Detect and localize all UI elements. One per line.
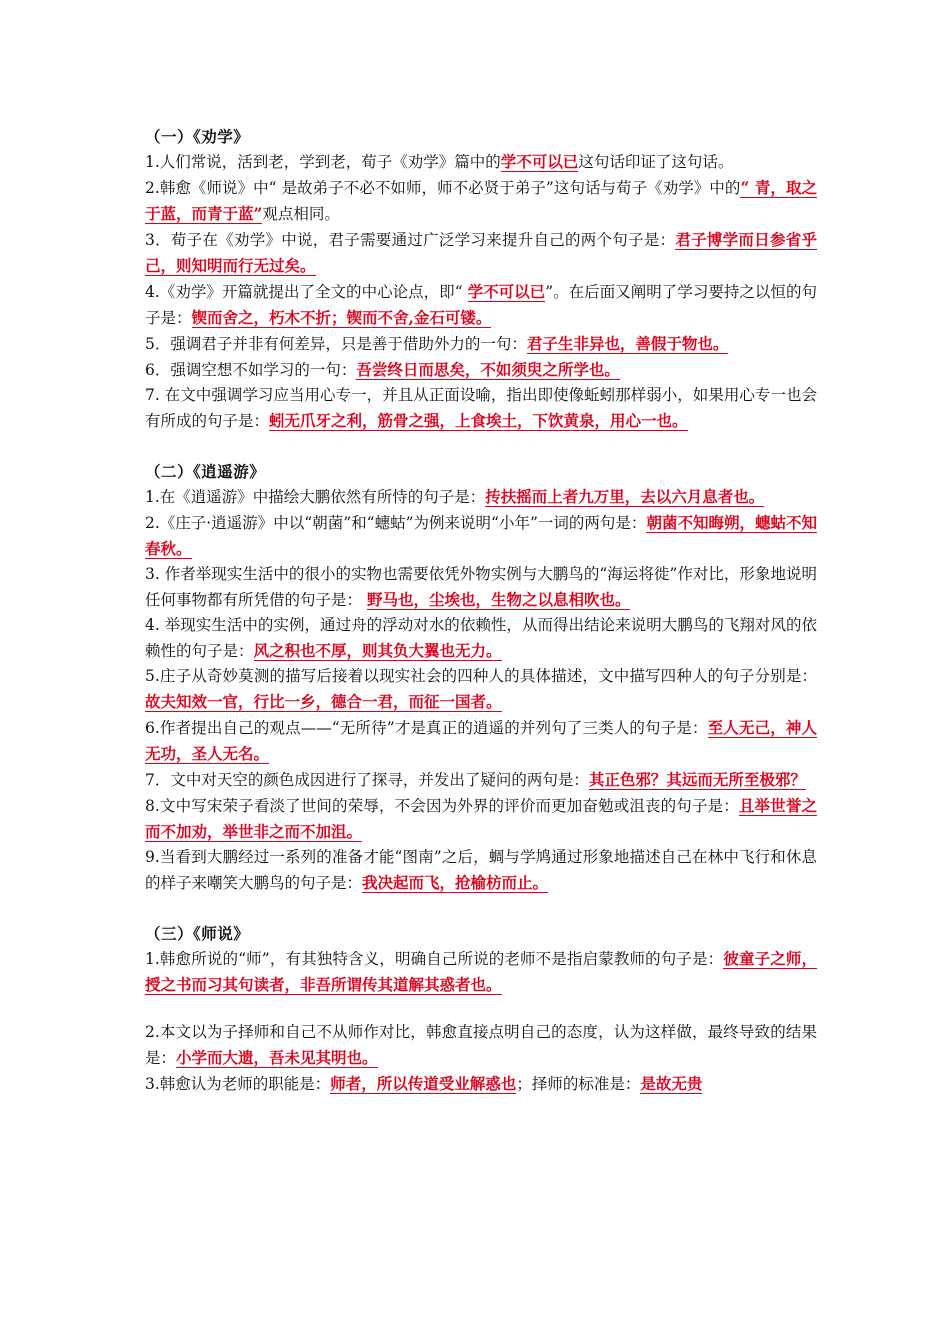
list-item (145, 279, 817, 331)
question-text: 3.韩愈认为老师的职能是： (145, 1075, 331, 1093)
section-xiaoyaoyou (145, 459, 817, 896)
section-heading: （二）《逍遥游》 (145, 462, 266, 481)
question-text: 5．强调君子并非有何差异，只是善于借助外力的一句： (145, 335, 527, 353)
list-item (145, 149, 817, 175)
answer-text: 野马也，尘埃也，生物之以息相吹也。 (366, 590, 631, 609)
answer-text: 小学而大遗，吾未见其明也。 (176, 1048, 378, 1067)
answer-text: 朝菌不知晦朔，蟪蛄不知春秋。 (145, 513, 817, 558)
question-text: 1.在《逍遥游》中描绘大鹏依然有所恃的句子是： (145, 488, 486, 506)
answer-text: 君子博学而日参省乎己，则知明而行无过矣。 (145, 230, 817, 275)
question-text: 3．荀子在《劝学》中说，君子需要通过广泛学习来提升自己的两个句子是： (145, 231, 676, 249)
question-text: 2.本文以为子择师和自己不从师作对比，韩愈直接点明自己的态度，认为这样做，最终导致的结果是： (145, 1023, 817, 1067)
question-text: 6.作者提出自己的观点——“无所待”才是真正的逍遥的并列句了三类人的句子是： (145, 719, 708, 737)
answer-text: 吾尝终日而思矣，不如须臾之所学也。 (356, 360, 620, 379)
question-text: 4.《劝学》开篇就提出了全文的中心论点，即“ (145, 283, 468, 301)
list-item (145, 383, 817, 434)
list-item (145, 484, 817, 510)
list-item (145, 767, 817, 793)
answer-text: 锲而舍之，朽木不折；锲而不舍,金石可镂。 (191, 308, 492, 327)
question-text: 7. 在文中强调学习应当用心专一，并且从正面设喻，指出即使像蚯蚓那样弱小，如果用心专一也会有所成的句子是： (145, 386, 818, 430)
blank-line (145, 998, 817, 1020)
answer-text: 且举世誉之而不加劝，举世非之而不加沮。 (145, 796, 817, 841)
answer-text: 师者，所以传道受业解惑也 (330, 1074, 517, 1093)
list-item (145, 1071, 817, 1097)
answer-text: 我决起而飞，抢榆枋而止。 (362, 873, 549, 892)
question-text: 1.韩愈所说的“师”，有其独特含义，明确自己所说的老师不是指启蒙教师的句子是： (145, 950, 724, 968)
answer-text: 学不可以已 (467, 282, 546, 301)
question-text: 6．强调空想不如学习的一句： (145, 361, 357, 379)
section-heading: （三）《师说》 (145, 924, 250, 943)
answer-text: 君子生非异也，善假于物也。 (526, 334, 729, 353)
list-item (145, 331, 817, 357)
answer-text: 蚓无爪牙之利，筋骨之强，上食埃土，下饮黄泉，用心一也。 (269, 411, 688, 430)
list-item (145, 715, 817, 767)
list-item (145, 357, 817, 383)
list-item (145, 664, 817, 715)
answer-text: 学不可以已 (500, 152, 579, 171)
answer-text: 是故无贵 (640, 1074, 703, 1093)
question-text: 2.韩愈《师说》中“ 是故弟子不必不如师，师不必贤于弟子”这句话与荀子《劝学》中的 (145, 179, 741, 197)
question-text: 5.庄子从奇妙莫测的描写后接着以现实社会的四种人的具体描述，文中描写四种人的句子分别是： (145, 667, 817, 685)
section-heading: （一）《劝学》 (145, 127, 250, 146)
answer-text: 至人无己，神人无功，圣人无名。 (145, 718, 817, 763)
list-item (145, 946, 817, 998)
question-tail: ；择师的标准是： (516, 1075, 641, 1093)
list-item (145, 1020, 817, 1071)
list-item (145, 613, 817, 664)
question-tail: 观点相同。 (262, 205, 340, 223)
answer-text: 故夫知效一官，行比一乡，德合一君，而征一国者。 (145, 692, 502, 711)
question-text: 2.《庄子·逍遥游》中以“朝菌”和“蟪蛄”为例来说明“小年”一词的两句是： (145, 514, 647, 532)
question-text: 1.人们常说，活到老，学到老，荀子《劝学》篇中的 (145, 153, 501, 171)
answer-text: “ 青，取之于蓝，而青于蓝” (145, 178, 817, 223)
section-shishuo (145, 921, 817, 1097)
question-text: 3. 作者举现实生活中的很小的实物也需要依凭外物实例与大鹏鸟的“海运将徙”作对比，形象地说明任何事物都有所凭借的句子是： (145, 565, 817, 609)
list-item (145, 175, 817, 227)
list-item (145, 227, 817, 279)
list-item (145, 562, 817, 613)
list-item (145, 510, 817, 562)
question-text: 8.文中写宋荣子看淡了世间的荣辱，不会因为外界的评价而更加奋勉或沮丧的句子是： (145, 797, 739, 815)
question-tail: ”。在后面又阐明了学习要持之以恒的句子是： (145, 283, 817, 327)
answer-text: 抟扶摇而上者九万里，去以六月息者也。 (485, 487, 765, 506)
document-page (145, 124, 817, 1122)
question-text: 9.当看到大鹏经过一系列的准备才能“图南”之后，蜩与学鸠通过形象地描述自己在林中飞行和休息的样子来嘲笑大鹏鸟的句子是： (145, 848, 817, 892)
question-text: 4. 举现实生活中的实例，通过舟的浮动对水的依赖性，从而得出结论来说明大鹏鸟的飞翔对风的依赖性的句子是： (145, 616, 818, 660)
answer-text: 其正色邪？其远而无所至极邪？ (588, 770, 806, 789)
answer-text: 彼童子之师，授之书而习其句读者，非吾所谓传其道解其惑者也。 (145, 949, 817, 994)
question-text: 7．文中对天空的颜色成因进行了探寻，并发出了疑问的两句是： (145, 771, 589, 789)
list-item (145, 845, 817, 896)
answer-text: 风之积也不厚，则其负大翼也无力。 (253, 641, 502, 660)
section-quanxue (145, 124, 817, 434)
question-tail: 这句话印证了这句话。 (578, 153, 734, 171)
list-item (145, 793, 817, 845)
